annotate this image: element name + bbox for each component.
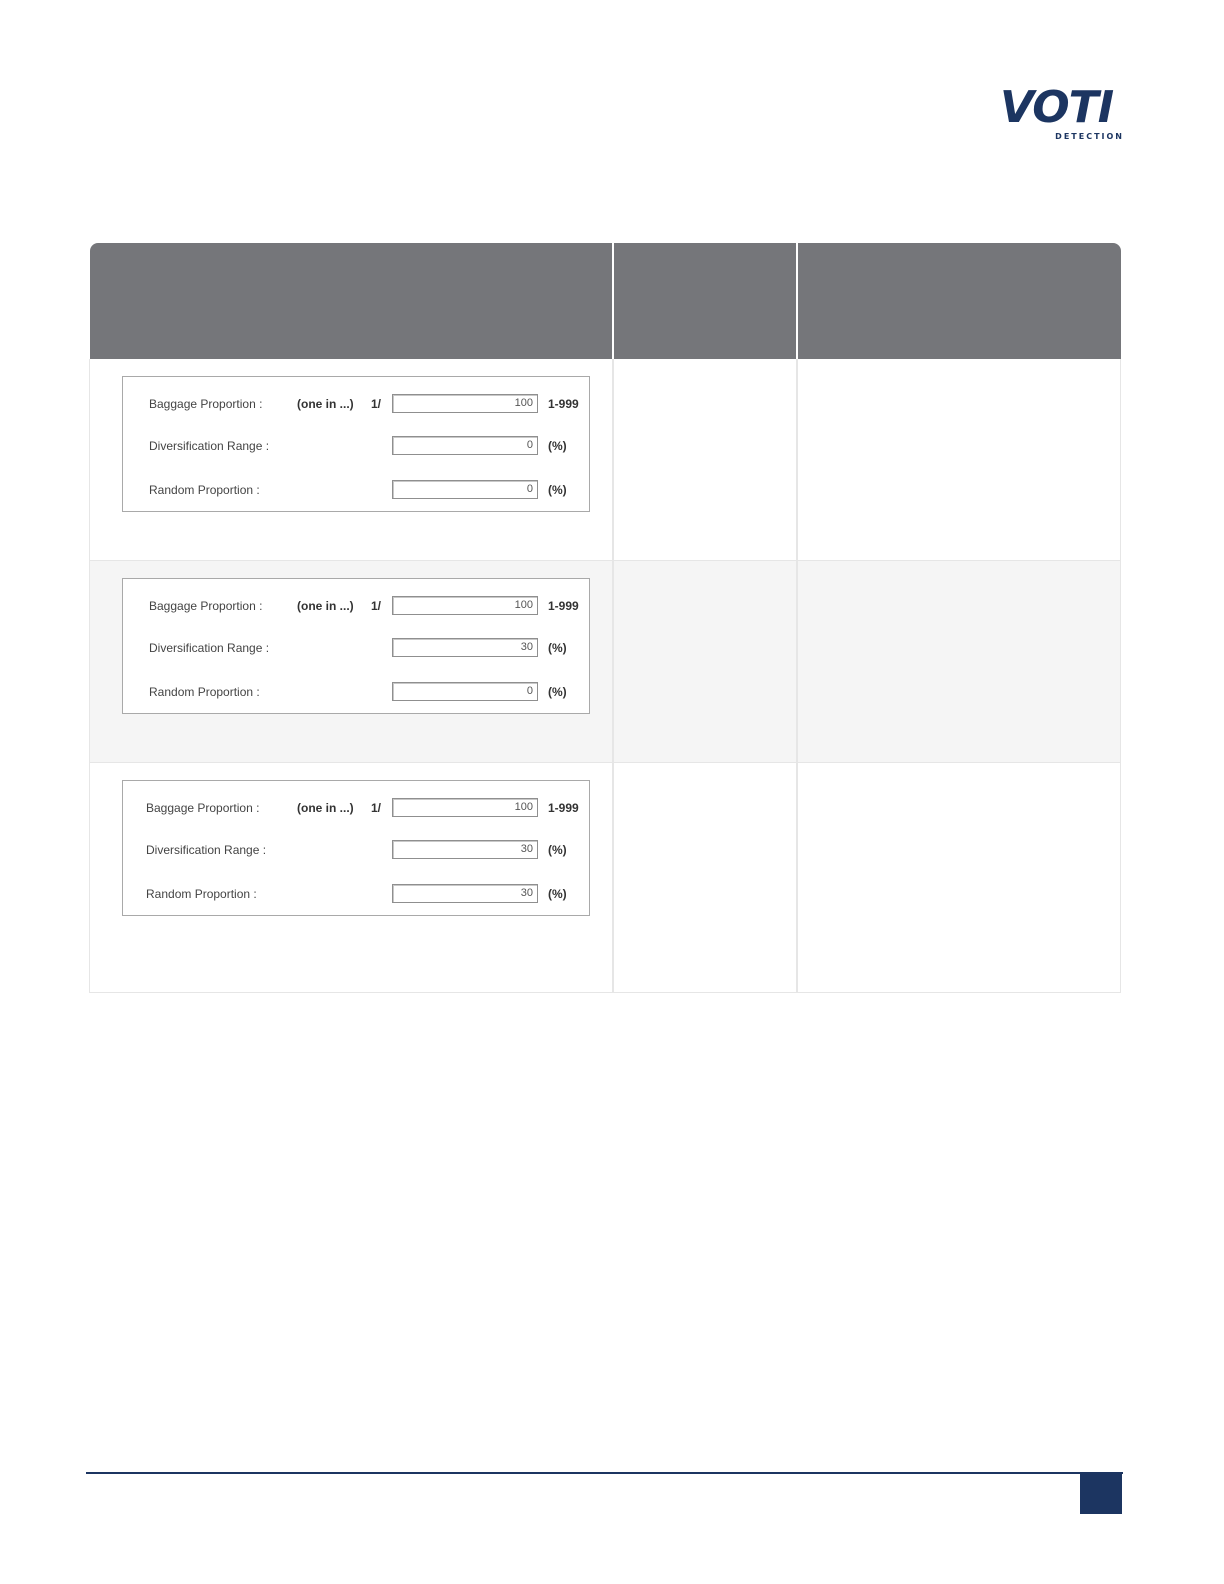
baggage-proportion-label: Baggage Proportion : xyxy=(146,800,260,815)
percent-unit: (%) xyxy=(548,439,567,453)
diversification-range-field: 30 xyxy=(392,840,538,859)
baggage-proportion-row xyxy=(123,798,589,820)
one-in-hint: (one in ...) xyxy=(297,397,354,411)
fraction-prefix: 1/ xyxy=(371,800,382,815)
table-cell-dialog xyxy=(90,762,613,992)
settings-dialog-screenshot xyxy=(122,780,590,916)
percent-unit: (%) xyxy=(548,483,567,497)
baggage-proportion-row xyxy=(123,596,589,618)
table-header-cell-middle xyxy=(613,243,797,359)
percent-unit: (%) xyxy=(548,842,567,857)
range-label: 1-999 xyxy=(548,397,579,411)
table-header-row xyxy=(90,243,1121,359)
percent-unit: (%) xyxy=(548,640,567,655)
settings-dialog-screenshot xyxy=(122,578,590,714)
one-in-hint: (one in ...) xyxy=(297,800,354,815)
baggage-proportion-field: 100 xyxy=(392,596,538,615)
baggage-proportion-label: Baggage Proportion : xyxy=(149,598,263,613)
settings-dialog-screenshot xyxy=(122,376,590,512)
table-cell-middle xyxy=(613,762,797,992)
random-proportion-row xyxy=(123,682,589,704)
range-label: 1-999 xyxy=(548,598,579,613)
diversification-range-label: Diversification Range : xyxy=(146,842,267,857)
random-proportion-row xyxy=(123,480,589,502)
random-proportion-label: Random Proportion : xyxy=(149,684,260,699)
range-label: 1-999 xyxy=(548,800,579,815)
logo-wordmark: VOTI xyxy=(1000,82,1114,133)
table-header-cell-example xyxy=(90,243,613,359)
logo-subtitle: DETECTION xyxy=(1055,132,1124,141)
table-cell-right xyxy=(797,560,1121,762)
fraction-prefix: 1/ xyxy=(371,397,382,411)
table-cell-middle xyxy=(613,560,797,762)
page-number-badge xyxy=(1080,1474,1122,1514)
random-proportion-label: Random Proportion : xyxy=(149,483,260,497)
table-header-cell-right xyxy=(797,243,1121,359)
voti-detection-logo xyxy=(1000,82,1126,144)
one-in-hint: (one in ...) xyxy=(297,598,354,613)
table-row xyxy=(90,762,1121,992)
random-proportion-row xyxy=(123,884,589,906)
table-row xyxy=(90,359,1121,560)
diversification-range-row xyxy=(123,840,589,862)
random-proportion-field: 0 xyxy=(392,682,538,701)
percent-unit: (%) xyxy=(548,684,567,699)
diversification-range-row xyxy=(123,638,589,660)
fraction-prefix: 1/ xyxy=(371,598,382,613)
random-proportion-field: 30 xyxy=(392,884,538,903)
diversification-range-field: 0 xyxy=(392,436,538,455)
table-row xyxy=(90,560,1121,762)
footer-divider xyxy=(86,1472,1123,1474)
baggage-proportion-label: Baggage Proportion : xyxy=(149,397,263,411)
baggage-proportion-row xyxy=(123,394,589,416)
table-cell-right xyxy=(797,762,1121,992)
baggage-proportion-field: 100 xyxy=(392,798,538,817)
settings-examples-table xyxy=(89,243,1121,993)
table-cell-dialog xyxy=(90,359,613,560)
diversification-range-field: 30 xyxy=(392,638,538,657)
diversification-range-row xyxy=(123,436,589,458)
baggage-proportion-field: 100 xyxy=(392,394,538,413)
random-proportion-label: Random Proportion : xyxy=(146,886,257,901)
table-cell-middle xyxy=(613,359,797,560)
table-cell-right xyxy=(797,359,1121,560)
percent-unit: (%) xyxy=(548,886,567,901)
diversification-range-label: Diversification Range : xyxy=(149,640,270,655)
diversification-range-label: Diversification Range : xyxy=(149,439,270,453)
random-proportion-field: 0 xyxy=(392,480,538,499)
table-cell-dialog xyxy=(90,560,613,762)
